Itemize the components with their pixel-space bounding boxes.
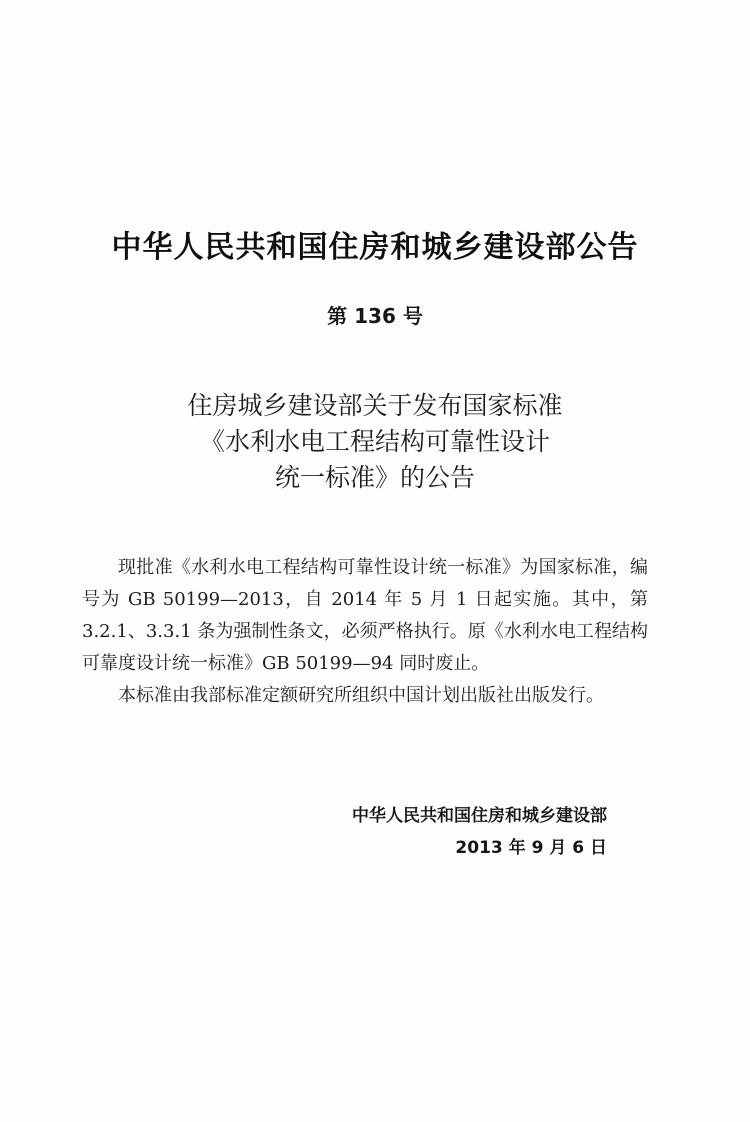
announcement-number: 第 136 号 — [327, 304, 423, 328]
body-paragraph: 现批准《水利水电工程结构可靠性设计统一标准》为国家标准，编号为 GB 50199—2013，自 2014 年 5 月 1 日起实施。其中，第 3.2.1、3.3.1 条为强制性条文，必须严格执行。原《水利水电工程结构可靠度设计统一标准》GB 50199—94 同时废止。 — [82, 557, 648, 674]
page-title: 中华人民共和国住房和城乡建设部公告 — [111, 230, 639, 265]
signoff-block — [352, 800, 607, 864]
subtitle-line: 统一标准》的公告 — [274, 463, 475, 492]
announcement-subtitle — [0, 388, 750, 496]
issue-date: 2013 年 9 月 6 日 — [455, 838, 607, 858]
body-paragraph: 本标准由我部标准定额研究所组织中国计划出版社出版发行。 — [118, 685, 604, 706]
announcement-body — [82, 552, 648, 712]
issuer-name: 中华人民共和国住房和城乡建设部 — [352, 806, 607, 826]
subtitle-line: 《水利水电工程结构可靠性设计 — [199, 427, 550, 456]
subtitle-line: 住房城乡建设部关于发布国家标准 — [187, 391, 563, 420]
